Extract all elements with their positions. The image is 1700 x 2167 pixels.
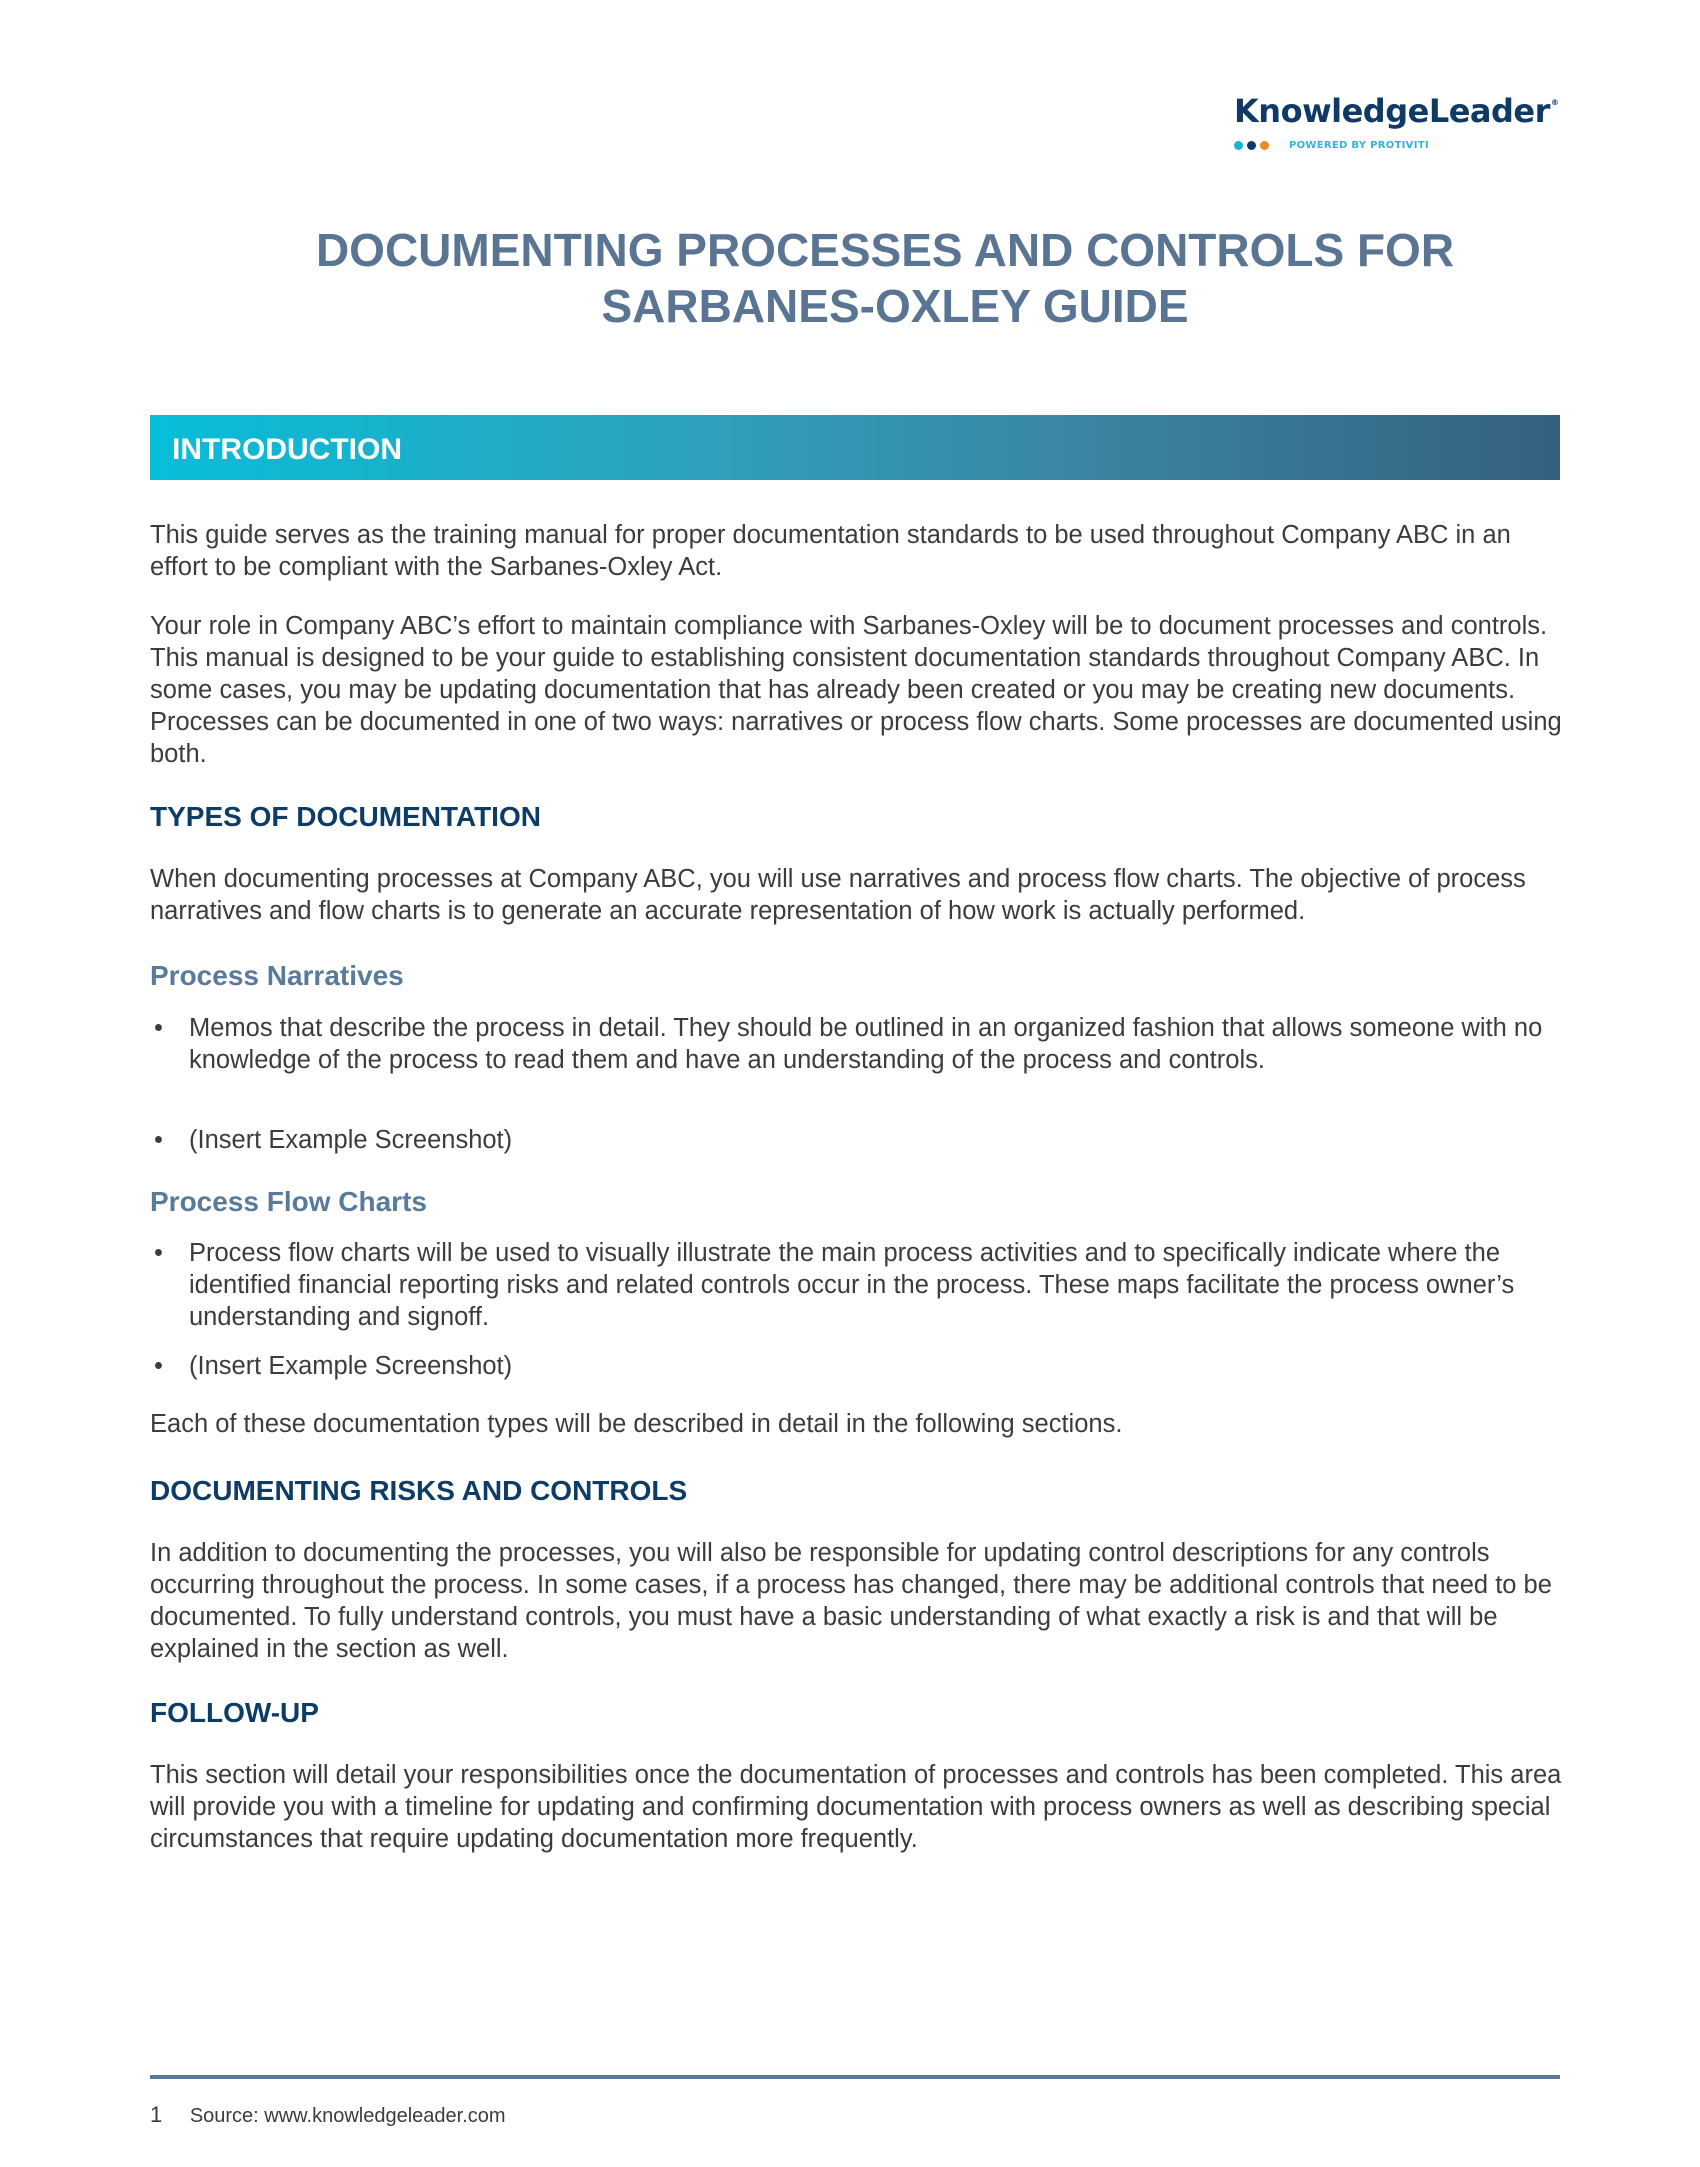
logo-tagline-row bbox=[1234, 140, 1574, 151]
types-paragraph: When documenting processes at Company ABC, you will use narratives and process flow charts. The objective of process narratives and flow charts is to generate an accurate representation of how work is actually performed. bbox=[150, 865, 1526, 925]
document-title-line2: SARBANES-OXLEY GUIDE bbox=[601, 280, 1189, 332]
bullet-text: Process flow charts will be used to visually illustrate the main process activities and to specifically indicate where the identified financial reporting risks and related controls occur in the process. These maps facilitate the process owner’s understanding and signoff. bbox=[189, 1239, 1515, 1331]
banner-label: INTRODUCTION bbox=[172, 433, 402, 466]
intro-paragraph-2: Your role in Company ABC’s effort to maintain compliance with Sarbanes-Oxley will be to document processes and controls. This manual is designed to be your guide to establishing consistent documentation standards throughout Company ABC. In some cases, you may be updating documentation that has already been created or you may be creating new documents. Processes can be documented in one of two ways: narratives or process flow charts. Some processes are documented using both. bbox=[150, 612, 1562, 768]
narratives-bullet-2 bbox=[150, 1124, 1570, 1156]
logo-dot-cyan-icon bbox=[1234, 141, 1243, 150]
footer-divider bbox=[150, 2075, 1560, 2079]
bullet-icon: • bbox=[154, 1126, 163, 1154]
bullet-icon: • bbox=[154, 1014, 163, 1042]
types-closing-paragraph: Each of these documentation types will be described in detail in the following sections. bbox=[150, 1410, 1123, 1438]
registered-mark: ® bbox=[1550, 98, 1559, 107]
bullet-text: Memos that describe the process in detail. They should be outlined in an organized fashion that allows someone with no knowledge of the process to read them and have an understanding of the process and controls. bbox=[189, 1014, 1543, 1074]
follow-up-paragraph: This section will detail your responsibilities once the documentation of processes and controls has been completed. This area will provide you with a timeline for updating and confirming documentation with process owners as well as describing special circumstances that require updating documentation more frequently. bbox=[150, 1761, 1562, 1853]
document-title-line1: DOCUMENTING PROCESSES AND CONTROLS FOR bbox=[315, 224, 1455, 276]
heading-process-flow-charts: Process Flow Charts bbox=[150, 1186, 427, 1217]
page-footer bbox=[150, 2102, 506, 2128]
risks-paragraph: In addition to documenting the processes, you will also be responsible for updating control descriptions for any controls occurring throughout the process. In some cases, if a process has changed, there may be additional controls that need to be documented. To fully understand controls, you must have a basic understanding of what exactly a risk is and that will be explained in the section as well. bbox=[150, 1539, 1552, 1663]
heading-follow-up: FOLLOW-UP bbox=[150, 1697, 319, 1728]
logo-tagline: POWERED BY PROTIVITI bbox=[1289, 140, 1429, 151]
heading-documenting-risks-and-controls: DOCUMENTING RISKS AND CONTROLS bbox=[150, 1475, 688, 1506]
logo-dot-orange-icon bbox=[1260, 141, 1269, 150]
footer-source: Source: www.knowledgeleader.com bbox=[189, 2105, 506, 2127]
bullet-icon: • bbox=[154, 1352, 163, 1380]
bullet-icon: • bbox=[154, 1239, 163, 1267]
narratives-bullet-1 bbox=[150, 1012, 1570, 1076]
heading-types-of-documentation: TYPES OF DOCUMENTATION bbox=[150, 801, 541, 832]
section-banner-introduction bbox=[150, 415, 1560, 480]
intro-paragraph-1: This guide serves as the training manual for proper documentation standards to be used throughout Company ABC in an effort to be compliant with the Sarbanes-Oxley Act. bbox=[150, 521, 1511, 581]
logo-wordmark bbox=[1234, 92, 1574, 130]
flowcharts-bullet-2 bbox=[150, 1350, 1570, 1382]
logo-wordmark-text: KnowledgeLeader bbox=[1234, 92, 1550, 130]
page-number: 1 bbox=[150, 2102, 163, 2127]
bullet-text: (Insert Example Screenshot) bbox=[189, 1352, 513, 1380]
bullet-text: (Insert Example Screenshot) bbox=[189, 1126, 513, 1154]
flowcharts-bullet-1 bbox=[150, 1237, 1570, 1333]
knowledgeleader-logo bbox=[1234, 92, 1574, 151]
heading-process-narratives: Process Narratives bbox=[150, 960, 404, 991]
logo-dot-navy-icon bbox=[1247, 141, 1256, 150]
document-title bbox=[150, 222, 1560, 334]
